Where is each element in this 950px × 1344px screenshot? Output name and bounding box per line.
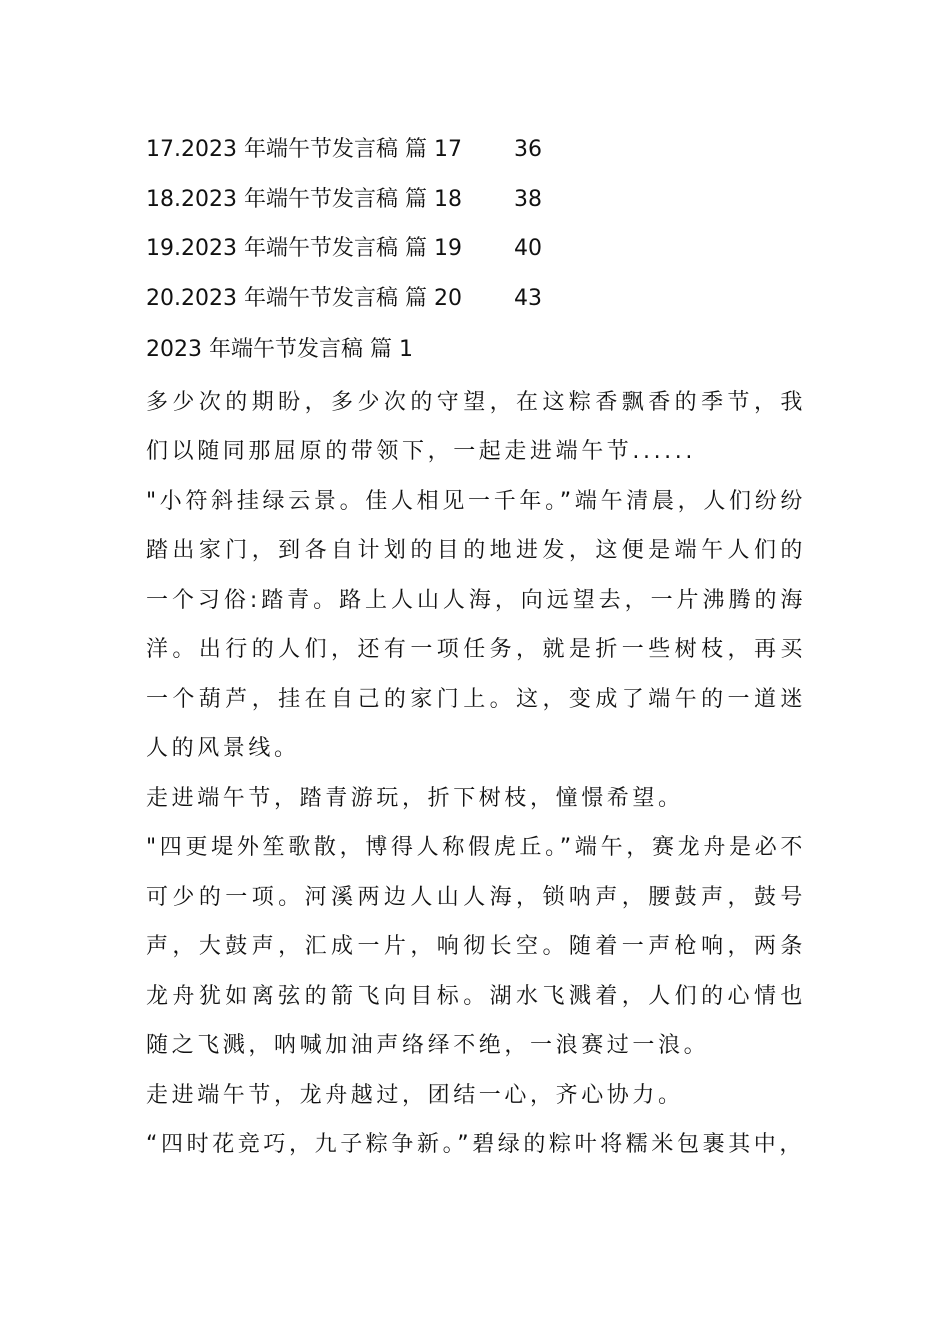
paragraph: 走进端午节，龙舟越过，团结一心，齐心协力。	[146, 1082, 684, 1108]
toc-entry-page: 38	[514, 186, 542, 212]
paragraph: "四更堤外笙歌散，博得人称假虎丘。”端午，赛龙舟是必不可少的一项。河溪两边人山人海，锁呐声，腰鼓声，鼓号声，大鼓声，汇成一片，响彻长空。随着一声枪响，两条龙舟犹如离弦的箭飞向目标。湖水飞溅着，人们的心情也随之飞溅，呐喊加油声络绎不绝，一浪赛过一浪。	[146, 835, 806, 1058]
article-body	[146, 328, 806, 1170]
toc-entry-18[interactable]	[146, 180, 806, 230]
toc-entry-20[interactable]	[146, 279, 806, 329]
toc-entry-19[interactable]	[146, 229, 806, 279]
table-of-contents	[146, 130, 806, 328]
toc-entry-page: 40	[514, 236, 542, 261]
toc-entry-title: 17.2023 年端午节发言稿 篇 17	[146, 137, 462, 162]
paragraph: 多少次的期盼，多少次的守望，在这粽香飘香的季节，我们以随同那屈原的带领下，一起走进端午节......	[146, 389, 806, 464]
toc-entry-page: 36	[514, 137, 542, 162]
toc-entry-title: 20.2023 年端午节发言稿 篇 20	[146, 285, 462, 311]
paragraph: “四时花竞巧，九子粽争新。”碧绿的粽叶将糯米包裹其中，	[146, 1132, 805, 1157]
toc-entry-17[interactable]	[146, 130, 806, 180]
section-heading: 2023 年端午节发言稿 篇 1	[146, 337, 413, 362]
paragraph: 走进端午节，踏青游玩，折下树枝，憧憬希望。	[146, 785, 684, 811]
toc-entry-title: 18.2023 年端午节发言稿 篇 18	[146, 186, 462, 212]
toc-entry-title: 19.2023 年端午节发言稿 篇 19	[146, 236, 462, 261]
paragraph: "小符斜挂绿云景。佳人相见一千年。”端午清晨，人们纷纷踏出家门，到各自计划的目的地进发，这便是端午人们的一个习俗:踏青。路上人山人海，向远望去，一片沸腾的海洋。出行的人们，还有一项任务，就是折一些树枝，再买一个葫芦，挂在自己的家门上。这，变成了端午的一道迷人的风景线。	[146, 488, 806, 761]
toc-entry-page: 43	[514, 285, 542, 311]
